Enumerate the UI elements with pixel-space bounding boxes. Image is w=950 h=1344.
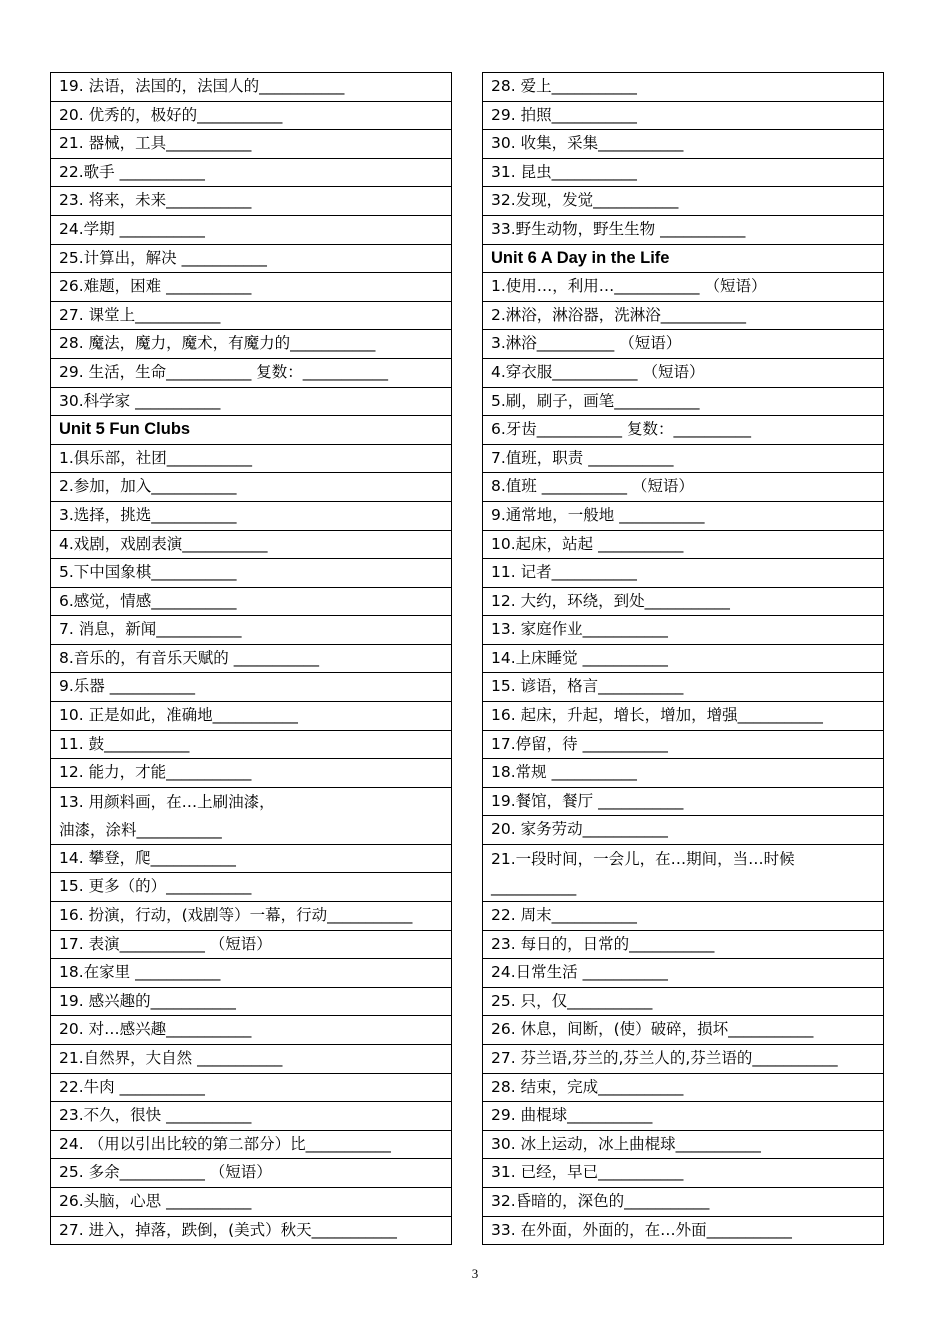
- vocab-row: [483, 587, 884, 616]
- vocab-item: 15. 更多（的）___________: [51, 873, 452, 902]
- vocab-item: 6.牙齿___________ 复数：__________: [483, 416, 884, 445]
- right-vocab-table: [482, 72, 884, 1245]
- vocab-item: 20. 对…感兴趣___________: [51, 1016, 452, 1045]
- vocab-item: 4.戏剧，戏剧表演___________: [51, 530, 452, 559]
- vocab-item: 13. 用颜料画，在…上刷油漆， 油漆，涂料___________: [51, 787, 452, 844]
- vocab-row: [51, 987, 452, 1016]
- vocab-item: 14. 攀登，爬___________: [51, 844, 452, 873]
- vocab-row: [51, 1016, 452, 1045]
- vocab-row: [51, 330, 452, 359]
- vocab-item: 16. 起床，升起，增长，增加，增强___________: [483, 702, 884, 731]
- vocab-row: [51, 559, 452, 588]
- vocab-item: 14.上床睡觉 ___________: [483, 644, 884, 673]
- vocab-item: 30.科学家 ___________: [51, 387, 452, 416]
- vocab-item: 32.昏暗的，深色的___________: [483, 1187, 884, 1216]
- vocab-item: 16. 扮演，行动，(戏剧等）一幕，行动___________: [51, 902, 452, 931]
- vocab-row: [51, 759, 452, 788]
- vocab-row: [483, 673, 884, 702]
- vocab-item: 1.使用…，利用…___________ （短语）: [483, 273, 884, 302]
- vocab-row: [483, 387, 884, 416]
- vocab-row: [483, 1045, 884, 1074]
- vocab-item: 27. 课堂上___________: [51, 301, 452, 330]
- vocab-item: 33. 在外面，外面的，在…外面___________: [483, 1216, 884, 1245]
- page-number: 3: [471, 1266, 479, 1281]
- vocab-row: [483, 73, 884, 102]
- vocab-row: [51, 1216, 452, 1245]
- vocab-item: 23. 将来，未来___________: [51, 187, 452, 216]
- vocab-row: [51, 273, 452, 302]
- vocab-row: [483, 1073, 884, 1102]
- vocab-item: 11. 记者___________: [483, 559, 884, 588]
- vocab-row: [51, 702, 452, 731]
- vocab-row: [51, 1159, 452, 1188]
- vocab-row: [483, 987, 884, 1016]
- vocab-item: 23. 每日的，日常的___________: [483, 930, 884, 959]
- unit-heading-row: [51, 416, 452, 445]
- vocab-row: [483, 559, 884, 588]
- vocab-item: 1.俱乐部，社团___________: [51, 444, 452, 473]
- vocab-item: 19. 法语，法国的，法国人的___________: [51, 73, 452, 102]
- vocab-item: 26.头脑，心思 ___________: [51, 1187, 452, 1216]
- vocab-item: 29. 曲棍球___________: [483, 1102, 884, 1131]
- vocab-item: 26.难题，困难 ___________: [51, 273, 452, 302]
- vocab-item: 7.值班，职责 ___________: [483, 444, 884, 473]
- vocab-row: [51, 473, 452, 502]
- vocab-row: [483, 187, 884, 216]
- vocab-row: [51, 1187, 452, 1216]
- vocab-item: 28. 爱上___________: [483, 73, 884, 102]
- vocab-row: [483, 416, 884, 445]
- unit-heading: Unit 6 A Day in the Life: [483, 244, 884, 273]
- vocab-row: [51, 930, 452, 959]
- vocab-item: 12. 大约，环绕，到处___________: [483, 587, 884, 616]
- vocab-item: 11. 鼓___________: [51, 730, 452, 759]
- vocab-item: 4.穿衣服___________ （短语）: [483, 358, 884, 387]
- vocab-row: [483, 1102, 884, 1131]
- vocab-row: [51, 1045, 452, 1074]
- vocab-row: [51, 101, 452, 130]
- vocab-row: [483, 330, 884, 359]
- vocab-row: [51, 358, 452, 387]
- vocab-item: 32.发现，发觉___________: [483, 187, 884, 216]
- vocab-item: 28. 结束，完成___________: [483, 1073, 884, 1102]
- vocab-row: [483, 730, 884, 759]
- vocab-item: 22.牛肉 ___________: [51, 1073, 452, 1102]
- vocab-item: 19.餐馆，餐厅 ___________: [483, 787, 884, 816]
- vocab-row: [483, 444, 884, 473]
- vocab-row: [483, 301, 884, 330]
- vocab-item: 9.通常地，一般地 ___________: [483, 501, 884, 530]
- vocab-item: 19. 感兴趣的___________: [51, 987, 452, 1016]
- vocab-item: 20. 家务劳动___________: [483, 816, 884, 845]
- vocab-row: [483, 816, 884, 845]
- left-column: [50, 72, 452, 1245]
- vocab-row: [51, 530, 452, 559]
- vocab-item: 21.一段时间，一会儿，在…期间，当…时候 ___________: [483, 845, 884, 902]
- vocab-item: 6.感觉，情感___________: [51, 587, 452, 616]
- vocab-item: 5.下中国象棋___________: [51, 559, 452, 588]
- vocab-row: [51, 1102, 452, 1131]
- vocab-row: [483, 759, 884, 788]
- vocab-row: [483, 644, 884, 673]
- vocab-row: [51, 215, 452, 244]
- vocab-item: 28. 魔法，魔力，魔术，有魔力的___________: [51, 330, 452, 359]
- vocab-row: [51, 501, 452, 530]
- vocab-row: [483, 902, 884, 931]
- vocab-item: 24.日常生活 ___________: [483, 959, 884, 988]
- vocab-item: 13. 家庭作业___________: [483, 616, 884, 645]
- vocab-row: [51, 187, 452, 216]
- right-column: [482, 72, 884, 1245]
- vocab-row: [483, 1130, 884, 1159]
- vocab-item: 22. 周末___________: [483, 902, 884, 931]
- vocab-item: 33.野生动物，野生生物 ___________: [483, 215, 884, 244]
- vocab-item: 24. （用以引出比较的第二部分）比___________: [51, 1130, 452, 1159]
- vocab-item: 25. 只，仅___________: [483, 987, 884, 1016]
- vocab-row: [51, 130, 452, 159]
- vocab-row: [483, 845, 884, 902]
- vocab-row: [483, 1187, 884, 1216]
- vocab-item: 17. 表演___________ （短语）: [51, 930, 452, 959]
- vocab-item: 22.歌手 ___________: [51, 158, 452, 187]
- vocab-item: 27. 芬兰语,芬兰的,芬兰人的,芬兰语的___________: [483, 1045, 884, 1074]
- vocab-item: 30. 冰上运动，冰上曲棍球___________: [483, 1130, 884, 1159]
- vocab-row: [483, 101, 884, 130]
- vocab-row: [51, 158, 452, 187]
- vocab-row: [51, 787, 452, 844]
- vocab-row: [483, 501, 884, 530]
- vocab-item: 8.值班 ___________ （短语）: [483, 473, 884, 502]
- vocab-row: [51, 844, 452, 873]
- vocab-row: [51, 244, 452, 273]
- vocab-row: [51, 959, 452, 988]
- vocab-row: [483, 959, 884, 988]
- vocab-row: [51, 616, 452, 645]
- vocab-item: 29. 拍照___________: [483, 101, 884, 130]
- vocab-row: [483, 1216, 884, 1245]
- vocab-item: 24.学期 ___________: [51, 215, 452, 244]
- vocab-item: 25.计算出，解决 ___________: [51, 244, 452, 273]
- vocab-row: [483, 787, 884, 816]
- vocab-item: 18.在家里 ___________: [51, 959, 452, 988]
- vocab-item: 15. 谚语，格言___________: [483, 673, 884, 702]
- vocab-row: [483, 473, 884, 502]
- unit-heading: Unit 5 Fun Clubs: [51, 416, 452, 445]
- vocab-item: 23.不久，很快 ___________: [51, 1102, 452, 1131]
- vocab-item: 7. 消息，新闻___________: [51, 616, 452, 645]
- vocab-row: [51, 387, 452, 416]
- vocab-item: 5.刷，刷子，画笔___________: [483, 387, 884, 416]
- vocab-row: [51, 301, 452, 330]
- vocab-item: 21.自然界，大自然 ___________: [51, 1045, 452, 1074]
- vocab-row: [483, 358, 884, 387]
- left-vocab-table: [50, 72, 452, 1245]
- vocab-row: [51, 587, 452, 616]
- vocab-row: [51, 444, 452, 473]
- vocab-item: 17.停留，待 ___________: [483, 730, 884, 759]
- vocab-item: 9.乐器 ___________: [51, 673, 452, 702]
- vocab-item: 18.常规 ___________: [483, 759, 884, 788]
- vocab-row: [51, 644, 452, 673]
- vocab-row: [51, 873, 452, 902]
- vocab-item: 31. 昆虫___________: [483, 158, 884, 187]
- vocab-row: [483, 1016, 884, 1045]
- vocab-row: [51, 902, 452, 931]
- vocab-row: [51, 1073, 452, 1102]
- vocab-row: [483, 1159, 884, 1188]
- vocab-item: 29. 生活，生命___________ 复数：___________: [51, 358, 452, 387]
- vocab-item: 26. 休息，间断，(使）破碎，损坏___________: [483, 1016, 884, 1045]
- vocab-row: [483, 702, 884, 731]
- vocab-item: 31. 已经，早已___________: [483, 1159, 884, 1188]
- vocab-row: [51, 730, 452, 759]
- vocab-row: [483, 273, 884, 302]
- vocab-item: 27. 进入，掉落，跌倒，(美式）秋天___________: [51, 1216, 452, 1245]
- vocab-item: 2.参加，加入___________: [51, 473, 452, 502]
- unit-heading-row: [483, 244, 884, 273]
- vocab-item: 3.淋浴__________ （短语）: [483, 330, 884, 359]
- vocab-item: 3.选择，挑选___________: [51, 501, 452, 530]
- vocab-row: [51, 1130, 452, 1159]
- vocab-item: 25. 多余___________ （短语）: [51, 1159, 452, 1188]
- vocab-item: 12. 能力，才能___________: [51, 759, 452, 788]
- vocab-item: 20. 优秀的，极好的___________: [51, 101, 452, 130]
- vocab-item: 10. 正是如此，准确地___________: [51, 702, 452, 731]
- vocab-item: 10.起床，站起 ___________: [483, 530, 884, 559]
- vocab-item: 2.淋浴，淋浴器，洗淋浴___________: [483, 301, 884, 330]
- vocab-row: [483, 130, 884, 159]
- vocab-item: 21. 器械，工具___________: [51, 130, 452, 159]
- vocab-item: 30. 收集，采集___________: [483, 130, 884, 159]
- vocab-row: [483, 930, 884, 959]
- vocab-row: [51, 73, 452, 102]
- vocab-item: 8.音乐的，有音乐天赋的 ___________: [51, 644, 452, 673]
- vocab-row: [51, 673, 452, 702]
- vocab-row: [483, 215, 884, 244]
- vocab-row: [483, 616, 884, 645]
- vocab-row: [483, 158, 884, 187]
- vocab-row: [483, 530, 884, 559]
